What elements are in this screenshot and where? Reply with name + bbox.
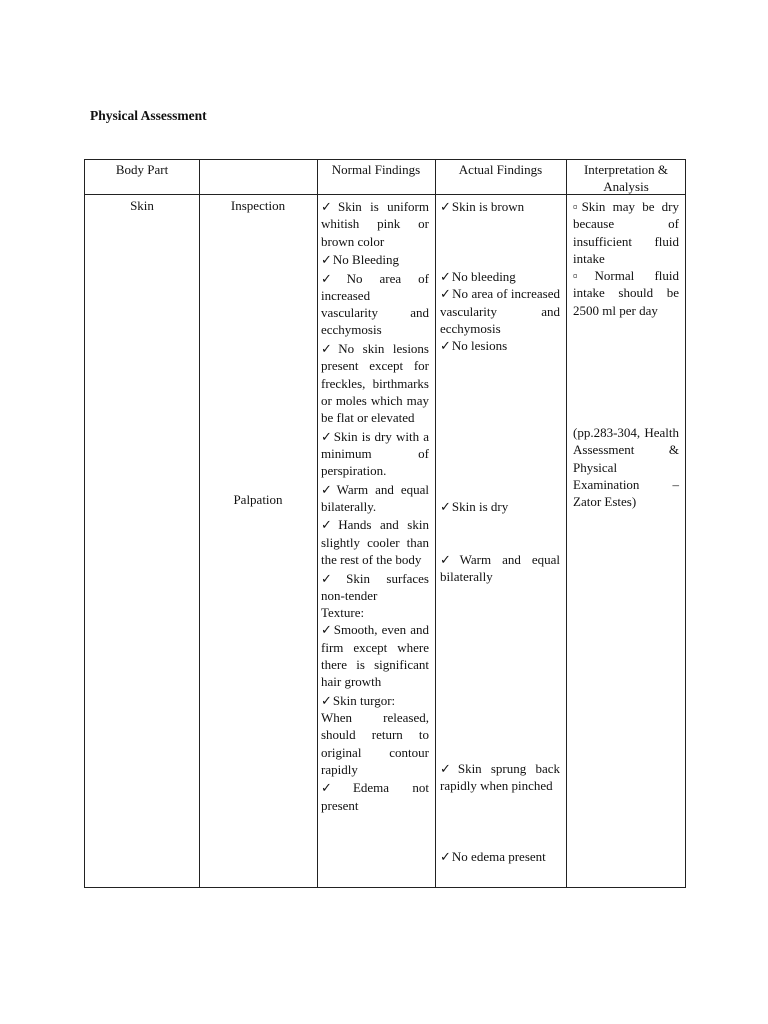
normal-item: ✓Skin is uniform whitish pink or brown color	[321, 199, 429, 249]
reference-text: (pp.283-304, Health Assessment & Physical Examination – Zator Estes)	[573, 425, 679, 510]
cell-method-inspection: Inspection	[230, 198, 286, 213]
cell-actual-findings	[440, 498, 560, 515]
normal-item: ✓Skin is dry with a minimum of perspiration.	[321, 428, 429, 479]
check-icon: ✓	[321, 199, 337, 214]
cell-normal-findings	[321, 198, 429, 814]
cell-method-palpation: Palpation	[233, 492, 283, 507]
cell-reference	[573, 424, 679, 510]
column-divider	[566, 160, 567, 887]
bullet-icon: ▫	[573, 199, 582, 214]
header-actual-findings: Actual Findings	[458, 162, 543, 177]
check-icon: ✓	[321, 481, 336, 497]
actual-item: ✓Skin is dry	[440, 499, 509, 514]
column-divider	[199, 160, 200, 887]
cell-body-part: Skin	[130, 198, 154, 213]
check-icon: ✓	[440, 199, 451, 214]
normal-item: ✓Edema not present	[321, 780, 429, 813]
check-icon: ✓	[321, 270, 346, 286]
column-divider	[435, 160, 436, 887]
check-icon: ✓	[440, 269, 451, 284]
cell-interpretation	[573, 198, 679, 319]
normal-item-detail: When released, should return to original contour rapidly	[321, 710, 429, 777]
column-divider	[317, 160, 318, 887]
cell-actual-findings	[440, 551, 560, 586]
page-title: Physical Assessment	[90, 108, 207, 123]
cell-actual-findings	[440, 848, 560, 865]
normal-item: ✓Smooth, even and firm except where there is significant hair growth	[321, 622, 429, 690]
interpretation-item: ▫Normal fluid intake should be 2500 ml per day	[573, 268, 679, 318]
check-icon: ✓	[321, 428, 333, 444]
check-icon: ✓	[440, 499, 451, 514]
check-icon: ✓	[321, 622, 333, 638]
header-body-part: Body Part	[115, 162, 169, 177]
normal-subheading: Texture:	[321, 605, 365, 621]
interpretation-item: ▫Skin may be dry because of insufficient fluid intake	[573, 199, 679, 266]
normal-item: ✓No skin lesions present except for freckles, birthmarks or moles which may be flat or elevated	[321, 340, 429, 426]
actual-item: ✓No bleeding	[440, 269, 516, 284]
normal-item: ✓No area of increased vascularity and ecchymosis	[321, 270, 429, 338]
check-icon: ✓	[321, 252, 332, 268]
assessment-table	[84, 159, 686, 888]
check-icon: ✓	[321, 692, 332, 708]
actual-item: ✓Warm and equal bilaterally	[440, 552, 560, 585]
check-icon: ✓	[440, 552, 459, 567]
normal-item: ✓Skin surfaces non-tender	[321, 570, 429, 603]
normal-item: ✓Hands and skin slightly cooler than the rest of the body	[321, 517, 429, 568]
check-icon: ✓	[321, 570, 346, 586]
check-icon: ✓	[440, 761, 457, 776]
check-icon: ✓	[321, 340, 338, 356]
normal-item: ✓Warm and equal bilaterally.	[321, 481, 429, 514]
check-icon: ✓	[440, 286, 452, 302]
check-icon: ✓	[321, 780, 352, 796]
actual-item: ✓No lesions	[440, 338, 508, 354]
actual-item: ✓Skin sprung back rapidly when pinched	[440, 761, 560, 794]
bullet-icon: ▫	[573, 268, 595, 284]
actual-item: ✓No area of increased vascularity and ecchymosis	[440, 286, 560, 336]
actual-item: ✓No edema present	[440, 849, 546, 864]
check-icon: ✓	[321, 517, 338, 533]
actual-item: ✓Skin is brown	[440, 199, 525, 214]
cell-actual-findings	[440, 268, 560, 354]
normal-item: ✓No Bleeding	[321, 252, 399, 268]
normal-item: ✓Skin turgor:	[321, 692, 396, 708]
cell-actual-findings	[440, 198, 560, 215]
header-interpretation: Interpretation & Analysis	[583, 162, 669, 194]
cell-actual-findings	[440, 760, 560, 795]
check-icon: ✓	[440, 849, 451, 864]
header-normal-findings: Normal Findings	[331, 162, 421, 177]
check-icon: ✓	[440, 338, 451, 354]
